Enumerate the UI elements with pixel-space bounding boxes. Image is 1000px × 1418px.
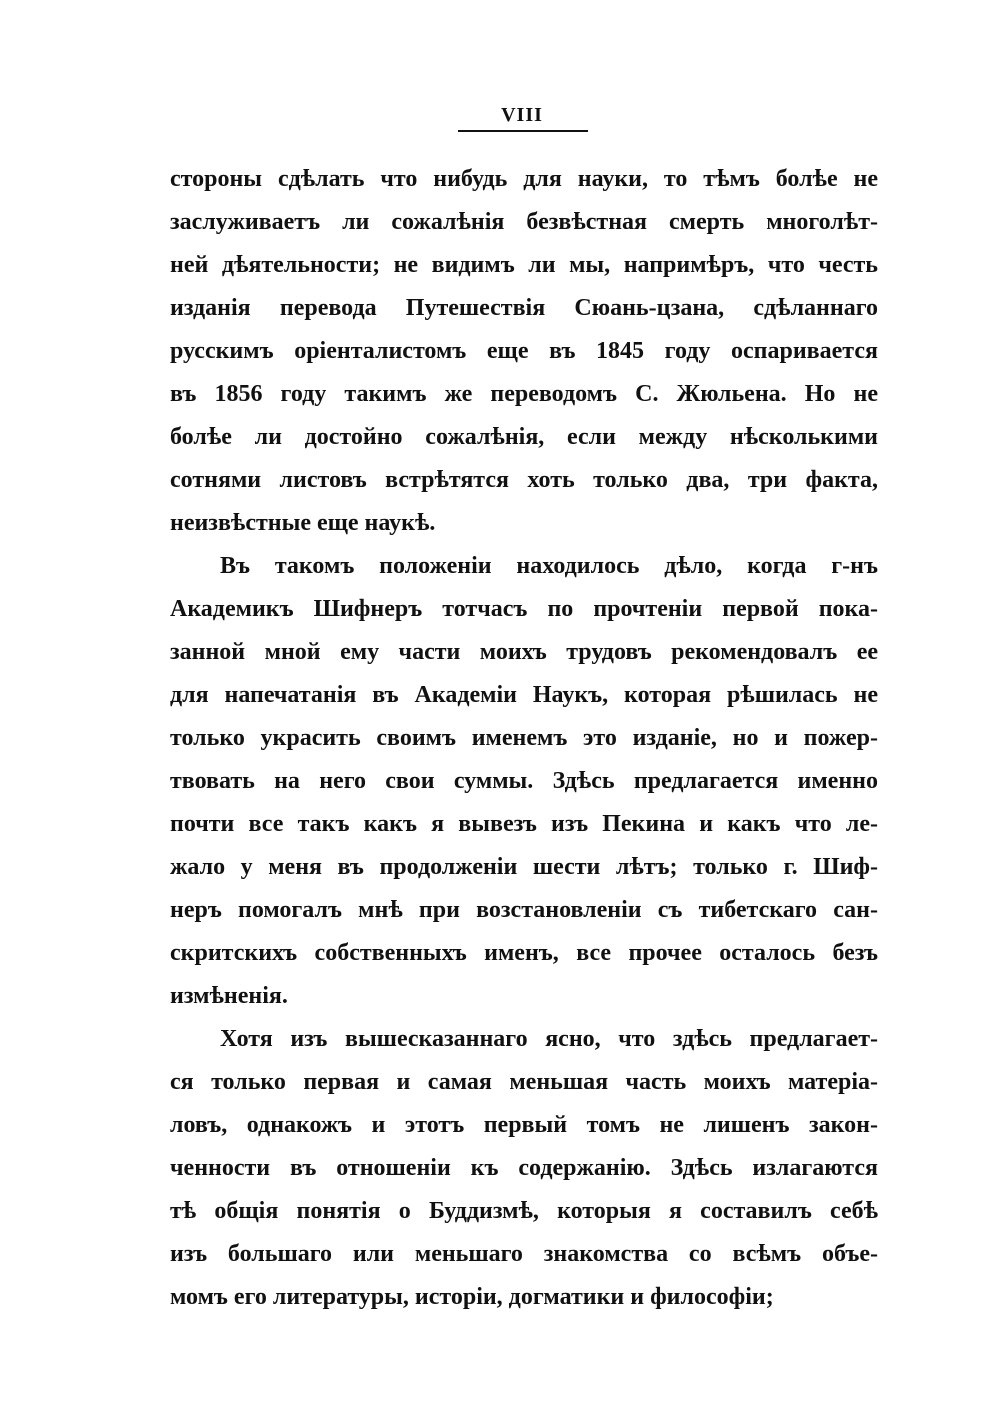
text-line: Академикъ Шифнеръ тотчасъ по прочтеніи первой пока-	[170, 596, 878, 622]
text-line: стороны сдѣлать что нибудь для науки, то тѣмъ болѣе не	[170, 166, 878, 192]
text-line: измѣненія.	[170, 983, 288, 1009]
text-line: въ 1856 году такимъ же переводомъ С. Жюльена. Но не	[170, 381, 878, 407]
text-line: жало у меня въ продолженіи шести лѣтъ; только г. Шиф-	[170, 854, 878, 880]
text-line: почти все такъ какъ я вывезъ изъ Пекина и какъ что ле-	[170, 811, 878, 837]
text-line: сотнями листовъ встрѣтятся хоть только два, три факта,	[170, 467, 878, 493]
text-line: ловъ, однакожъ и этотъ первый томъ не лишенъ закон-	[170, 1112, 878, 1138]
paragraph	[170, 1018, 878, 1319]
text-line: русскимъ оріенталистомъ еще въ 1845 году оспаривается	[170, 338, 878, 364]
text-line: ченности въ отношеніи къ содержанію. Здѣсь излагаются	[170, 1155, 878, 1181]
header-rule	[458, 130, 588, 132]
text-line: Хотя изъ вышесказаннаго ясно, что здѣсь предлагает-	[220, 1026, 878, 1052]
text-line: занной мной ему части моихъ трудовъ рекомендовалъ ее	[170, 639, 878, 665]
text-line: ся только первая и самая меньшая часть моихъ матеріа-	[170, 1069, 878, 1095]
text-line: неръ помогалъ мнѣ при возстановленіи съ тибетскаго сан-	[170, 897, 878, 923]
paragraph	[170, 545, 878, 1018]
text-line: изъ большаго или меньшаго знакомства со всѣмъ объе-	[170, 1241, 878, 1267]
text-line: твовать на него свои суммы. Здѣсь предлагается именно	[170, 768, 878, 794]
text-line: скритскихъ собственныхъ именъ, все прочее осталось безъ	[170, 940, 878, 966]
text-line: болѣе ли достойно сожалѣнія, если между нѣсколькими	[170, 424, 878, 450]
text-line: ней дѣятельности; не видимъ ли мы, напримѣръ, что честь	[170, 252, 878, 278]
text-line: неизвѣстные еще наукѣ.	[170, 510, 436, 536]
paragraph	[170, 158, 878, 545]
text-line: для напечатанія въ Академіи Наукъ, которая рѣшилась не	[170, 682, 878, 708]
text-line: изданія перевода Путешествія Сюань-цзана, сдѣланнаго	[170, 295, 878, 321]
text-line: только украсить своимъ именемъ это изданіе, но и пожер-	[170, 725, 878, 751]
text-line: заслуживаетъ ли сожалѣнія безвѣстная смерть многолѣт-	[170, 209, 878, 235]
text-line: момъ его литературы, исторіи, догматики и философіи;	[170, 1284, 774, 1310]
body-text	[170, 158, 878, 1319]
text-line: тѣ общія понятія о Буддизмѣ, которыя я составилъ себѣ	[170, 1198, 878, 1224]
page-number: VIII	[501, 104, 543, 126]
text-line: Въ такомъ положеніи находилось дѣло, когда г-нъ	[220, 553, 878, 579]
